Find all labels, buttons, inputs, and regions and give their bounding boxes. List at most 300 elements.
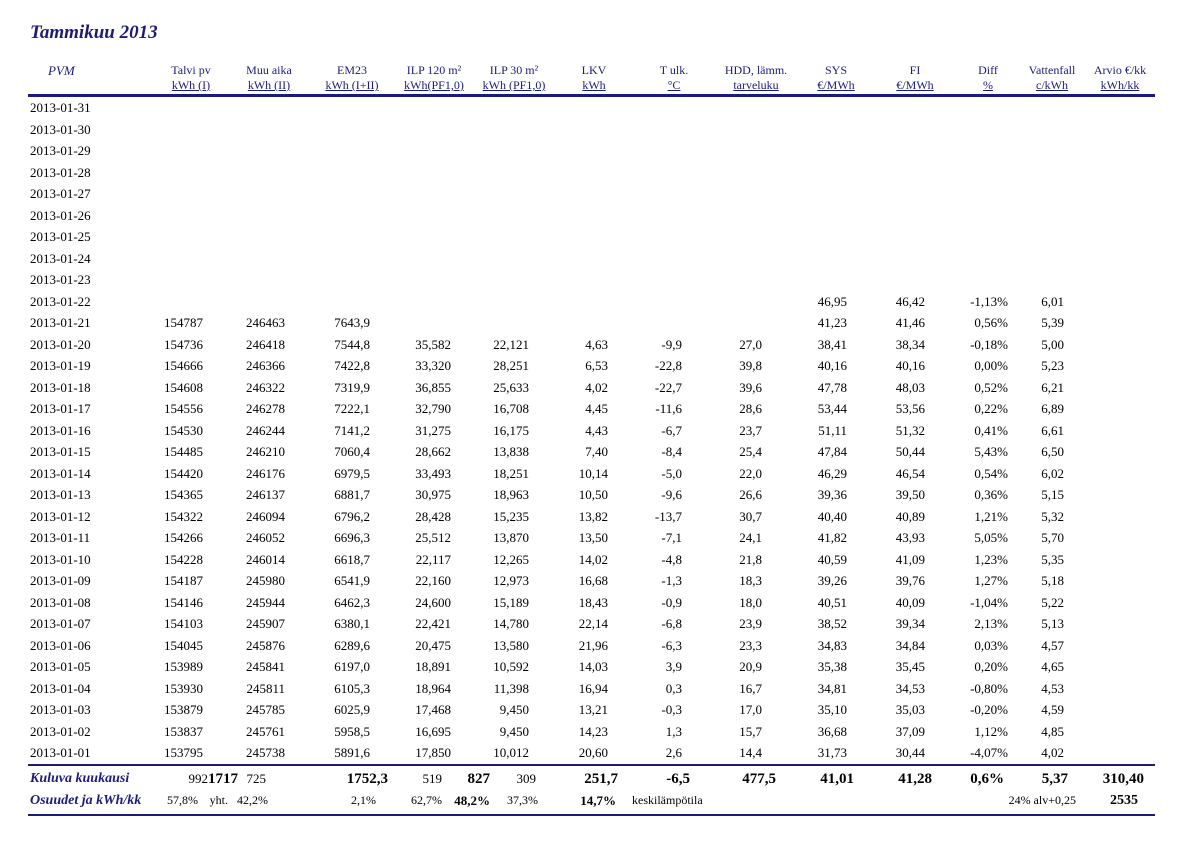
cell-ilp120: 36,855 [415, 379, 451, 395]
cell-ilp120: 24,600 [415, 594, 451, 610]
cell-vattenfall: 6,61 [1041, 422, 1064, 438]
cell-muu: 246137 [246, 487, 285, 502]
summary-vattenfall: 5,37 [1041, 771, 1068, 787]
cell-muu: 246052 [246, 530, 285, 545]
header-temp: T ulk. °C [659, 63, 689, 92]
cell-muu: 246210 [246, 444, 285, 459]
cell-date: 2013-01-10 [30, 551, 91, 567]
cell-lkv: 14,03 [578, 659, 608, 674]
cell-date: 2013-01-13 [30, 487, 91, 502]
cell-sys: 41,23 [817, 315, 847, 330]
cell-lkv: 21,96 [578, 637, 608, 653]
cell-muu: 245738 [246, 745, 285, 760]
cell-sys: 39,26 [817, 573, 847, 588]
cell-date: 2013-01-07 [30, 616, 91, 631]
cell-diff: 0,54% [974, 465, 1008, 481]
cell-ilp120: 22,160 [415, 573, 451, 588]
cell-hdd: 23,9 [739, 616, 762, 631]
table-row [0, 657, 1200, 678]
cell-vattenfall: 6,21 [1041, 379, 1064, 395]
summary-diff: 0,6% [970, 771, 1004, 787]
shares-ilp30: 37,3% [507, 793, 538, 807]
table-row [0, 335, 1200, 356]
cell-ilp120: 22,421 [415, 616, 451, 631]
cell-ilp30: 18,963 [493, 487, 529, 502]
cell-date: 2013-01-11 [30, 530, 91, 545]
cell-temp: -9,9 [661, 336, 682, 352]
cell-vattenfall: 5,70 [1041, 530, 1064, 545]
cell-ilp120: 31,275 [415, 422, 451, 438]
cell-talvi: 153989 [164, 659, 203, 674]
cell-ilp30: 22,121 [493, 336, 529, 352]
summary-rule-bottom [28, 814, 1155, 816]
cell-date: 2013-01-02 [30, 723, 91, 739]
cell-temp: -6,7 [661, 422, 682, 438]
cell-fi: 39,50 [895, 487, 925, 502]
cell-sys: 40,40 [817, 508, 847, 524]
cell-muu: 246244 [246, 422, 285, 438]
cell-sys: 41,82 [817, 530, 847, 545]
cell-lkv: 4,45 [585, 401, 608, 416]
cell-ilp30: 9,450 [499, 723, 529, 739]
table-row [0, 485, 1200, 506]
cell-sys: 46,95 [817, 293, 847, 309]
table-row [0, 700, 1200, 721]
table-row [0, 378, 1200, 399]
cell-diff: -0,18% [970, 336, 1008, 352]
summary-lkv: 251,7 [584, 771, 618, 787]
cell-em23: 6541,9 [334, 573, 370, 588]
summary-ilp30: 309 [516, 771, 536, 786]
cell-muu: 245907 [246, 616, 285, 631]
cell-temp: 3,9 [665, 659, 682, 674]
cell-vattenfall: 5,32 [1041, 508, 1064, 524]
summary-talvi: 992 [188, 771, 208, 786]
cell-diff: 0,36% [974, 487, 1008, 502]
cell-muu: 246014 [246, 551, 285, 567]
cell-ilp30: 11,398 [493, 680, 529, 696]
cell-date: 2013-01-01 [30, 745, 91, 760]
shares-talvi: 57,8% [167, 793, 198, 807]
cell-date: 2013-01-06 [30, 637, 91, 653]
table-row [0, 399, 1200, 420]
cell-sys: 34,83 [817, 637, 847, 653]
header-lkv: LKV kWh [581, 63, 607, 92]
cell-fi: 43,93 [895, 530, 925, 545]
cell-talvi: 154608 [164, 379, 203, 395]
cell-lkv: 4,43 [585, 422, 608, 438]
cell-hdd: 25,4 [739, 444, 762, 459]
cell-lkv: 7,40 [585, 444, 608, 459]
cell-em23: 6289,6 [334, 637, 370, 653]
cell-lkv: 14,02 [578, 551, 608, 567]
cell-diff: 0,00% [974, 358, 1008, 373]
cell-temp: -6,8 [661, 616, 682, 631]
cell-temp: -11,6 [655, 401, 682, 416]
cell-vattenfall: 5,23 [1041, 358, 1064, 373]
cell-diff: 5,43% [974, 444, 1008, 459]
cell-fi: 35,45 [895, 659, 925, 674]
cell-vattenfall: 5,39 [1041, 315, 1064, 330]
cell-vattenfall: 4,59 [1041, 702, 1064, 717]
cell-talvi: 154736 [164, 336, 203, 352]
cell-talvi: 154146 [164, 594, 203, 610]
cell-em23: 5958,5 [334, 723, 370, 739]
shares-em23: 2,1% [351, 793, 376, 807]
cell-em23: 5891,6 [334, 745, 370, 760]
cell-hdd: 18,0 [739, 594, 762, 610]
table-row [0, 120, 1200, 141]
cell-sys: 39,36 [817, 487, 847, 502]
cell-fi: 41,09 [895, 551, 925, 567]
shares-muu: 42,2% [237, 793, 268, 807]
cell-hdd: 28,6 [739, 401, 762, 416]
cell-fi: 34,53 [895, 680, 925, 696]
cell-ilp30: 9,450 [499, 702, 529, 717]
cell-em23: 6881,7 [334, 487, 370, 502]
summary-row [0, 771, 1200, 791]
cell-muu: 246176 [246, 465, 285, 481]
cell-ilp120: 22,117 [415, 551, 451, 567]
shares-ilp120: 62,7% [411, 793, 442, 807]
cell-ilp30: 16,175 [493, 422, 529, 438]
cell-temp: -4,8 [661, 551, 682, 567]
cell-fi: 37,09 [895, 723, 925, 739]
cell-ilp30: 13,838 [493, 444, 529, 459]
cell-date: 2013-01-27 [30, 186, 91, 201]
cell-fi: 40,89 [895, 508, 925, 524]
cell-vattenfall: 6,50 [1041, 444, 1064, 459]
cell-lkv: 14,23 [578, 723, 608, 739]
cell-hdd: 14,4 [739, 745, 762, 760]
cell-talvi: 154420 [164, 465, 203, 481]
cell-date: 2013-01-05 [30, 659, 91, 674]
table-row [0, 163, 1200, 184]
cell-em23: 7643,9 [334, 315, 370, 330]
table-row [0, 593, 1200, 614]
shares-ilp: 48,2% [454, 793, 490, 808]
cell-em23: 6462,3 [334, 594, 370, 610]
header-fi: FI €/MWh [896, 63, 934, 92]
cell-lkv: 16,94 [578, 680, 608, 696]
cell-ilp120: 33,320 [415, 358, 451, 373]
table-row [0, 743, 1200, 764]
cell-temp: -22,7 [654, 379, 682, 395]
cell-sys: 47,84 [817, 444, 847, 459]
cell-vattenfall: 4,53 [1041, 680, 1064, 696]
cell-diff: 1,21% [974, 508, 1008, 524]
cell-talvi: 153879 [164, 702, 203, 717]
cell-date: 2013-01-17 [30, 401, 91, 416]
table-row [0, 442, 1200, 463]
table-row [0, 464, 1200, 485]
cell-diff: 1,12% [974, 723, 1008, 739]
cell-muu: 246418 [246, 336, 285, 352]
cell-muu: 245980 [246, 573, 285, 588]
cell-sys: 36,68 [817, 723, 847, 739]
table-row [0, 356, 1200, 377]
cell-date: 2013-01-14 [30, 465, 91, 481]
cell-date: 2013-01-16 [30, 422, 91, 438]
table-row [0, 421, 1200, 442]
cell-em23: 7060,4 [334, 444, 370, 459]
header-pvm: PVM [48, 63, 75, 78]
cell-temp: -5,0 [661, 465, 682, 481]
cell-ilp30: 10,592 [493, 659, 529, 674]
cell-diff: -1,13% [970, 293, 1008, 309]
table-row [0, 98, 1200, 119]
cell-date: 2013-01-15 [30, 444, 91, 459]
cell-date: 2013-01-28 [30, 164, 91, 180]
cell-hdd: 21,8 [739, 551, 762, 567]
cell-date: 2013-01-04 [30, 680, 91, 696]
cell-date: 2013-01-26 [30, 207, 91, 223]
cell-ilp30: 25,633 [493, 379, 529, 395]
cell-muu: 246366 [246, 358, 285, 373]
cell-temp: -9,6 [661, 487, 682, 502]
cell-sys: 40,16 [817, 358, 847, 373]
cell-muu: 246278 [246, 401, 285, 416]
cell-date: 2013-01-24 [30, 250, 91, 266]
cell-fi: 34,84 [895, 637, 925, 653]
cell-date: 2013-01-25 [30, 229, 91, 244]
cell-em23: 6197,0 [334, 659, 370, 674]
cell-ilp30: 13,580 [493, 637, 529, 653]
page-title: Tammikuu 2013 [30, 22, 158, 43]
table-row [0, 679, 1200, 700]
cell-diff: -0,80% [970, 680, 1008, 696]
cell-em23: 6105,3 [334, 680, 370, 696]
table-row [0, 227, 1200, 248]
cell-lkv: 16,68 [578, 573, 608, 588]
cell-sys: 38,52 [817, 616, 847, 631]
cell-fi: 48,03 [895, 379, 925, 395]
cell-vattenfall: 5,00 [1041, 336, 1064, 352]
cell-diff: 1,23% [974, 551, 1008, 567]
shares-label: Osuudet ja kWh/kk [30, 793, 142, 808]
cell-vattenfall: 6,89 [1041, 401, 1064, 416]
cell-fi: 51,32 [895, 422, 925, 438]
cell-lkv: 20,60 [578, 745, 608, 760]
cell-sys: 46,29 [817, 465, 847, 481]
cell-ilp120: 33,493 [415, 465, 451, 481]
cell-diff: 0,03% [974, 637, 1008, 653]
header-hdd: HDD, lämm. tarveluku [724, 63, 788, 92]
cell-date: 2013-01-18 [30, 379, 91, 395]
cell-talvi: 154187 [164, 573, 203, 588]
cell-muu: 246322 [246, 379, 285, 395]
cell-ilp30: 15,189 [493, 594, 529, 610]
cell-diff: -4,07% [970, 745, 1008, 760]
cell-sys: 31,73 [817, 745, 847, 760]
cell-talvi: 154228 [164, 551, 203, 567]
cell-em23: 6696,3 [334, 530, 370, 545]
cell-vattenfall: 5,35 [1041, 551, 1064, 567]
cell-temp: 0,3 [665, 680, 682, 696]
table-row [0, 292, 1200, 313]
table-row [0, 206, 1200, 227]
cell-ilp30: 14,780 [493, 616, 529, 631]
cell-date: 2013-01-23 [30, 272, 91, 287]
cell-hdd: 18,3 [739, 573, 762, 588]
cell-fi: 39,34 [895, 616, 925, 631]
cell-diff: 2,13% [974, 616, 1008, 631]
cell-fi: 40,16 [895, 358, 925, 373]
cell-date: 2013-01-09 [30, 573, 91, 588]
shares-kwh-month: 2535 [1110, 793, 1138, 808]
cell-ilp120: 30,975 [415, 487, 451, 502]
cell-muu: 245841 [246, 659, 285, 674]
cell-hdd: 23,7 [739, 422, 762, 438]
cell-date: 2013-01-29 [30, 143, 91, 158]
cell-em23: 6618,7 [334, 551, 370, 567]
shares-lkv: 14,7% [580, 793, 616, 808]
cell-fi: 46,54 [895, 465, 925, 481]
cell-em23: 7141,2 [334, 422, 370, 438]
cell-diff: 1,27% [974, 573, 1008, 588]
cell-diff: -0,20% [970, 702, 1008, 717]
cell-date: 2013-01-31 [30, 100, 91, 115]
cell-hdd: 23,3 [739, 637, 762, 653]
shares-row [0, 793, 1200, 813]
cell-diff: 5,05% [974, 530, 1008, 545]
cell-ilp30: 10,012 [493, 745, 529, 760]
header-vattenfall: Vattenfall c/kWh [1028, 63, 1076, 92]
cell-talvi: 154322 [164, 508, 203, 524]
header-arvio: Arvio €/kk kWh/kk [1093, 63, 1147, 92]
cell-talvi: 154266 [164, 530, 203, 545]
cell-talvi: 153795 [164, 745, 203, 760]
cell-diff: 0,22% [974, 401, 1008, 416]
table-row [0, 571, 1200, 592]
cell-muu: 245944 [246, 594, 285, 610]
cell-temp: -0,3 [661, 702, 682, 717]
cell-date: 2013-01-19 [30, 358, 91, 373]
table-row [0, 550, 1200, 571]
header-talvi: Talvi pv kWh (I) [171, 63, 211, 92]
cell-talvi: 154666 [164, 358, 203, 373]
cell-ilp30: 12,973 [493, 573, 529, 588]
cell-hdd: 26,6 [739, 487, 762, 502]
cell-ilp120: 18,891 [415, 659, 451, 674]
shares-temp-note: keskilämpötila [632, 793, 703, 807]
cell-vattenfall: 5,18 [1041, 573, 1064, 588]
cell-lkv: 13,50 [578, 530, 608, 545]
cell-em23: 7319,9 [334, 379, 370, 395]
cell-hdd: 39,8 [739, 358, 762, 373]
header-muu: Muu aika kWh (II) [246, 63, 292, 92]
cell-ilp30: 12,265 [493, 551, 529, 567]
cell-hdd: 20,9 [739, 659, 762, 674]
cell-ilp120: 28,428 [415, 508, 451, 524]
header-ilp30: ILP 30 m² kWh (PF1,0) [482, 63, 546, 92]
cell-ilp30: 28,251 [493, 358, 529, 373]
cell-em23: 7422,8 [334, 358, 370, 373]
cell-muu: 245785 [246, 702, 285, 717]
cell-fi: 35,03 [895, 702, 925, 717]
cell-fi: 40,09 [895, 594, 925, 610]
cell-fi: 30,44 [895, 745, 925, 760]
cell-hdd: 27,0 [739, 336, 762, 352]
summary-ilp-total: 827 [467, 771, 490, 787]
cell-diff: 0,41% [974, 422, 1008, 438]
table-row [0, 141, 1200, 162]
cell-lkv: 13,82 [578, 508, 608, 524]
cell-vattenfall: 5,22 [1041, 594, 1064, 610]
summary-temp: -6,5 [666, 771, 690, 787]
cell-lkv: 22,14 [578, 616, 608, 631]
cell-hdd: 30,7 [739, 508, 762, 524]
table-row [0, 270, 1200, 291]
cell-ilp120: 17,850 [415, 745, 451, 760]
cell-talvi: 153930 [164, 680, 203, 696]
cell-talvi: 153837 [164, 723, 203, 739]
cell-temp: -13,7 [654, 508, 682, 524]
cell-lkv: 10,50 [578, 487, 608, 502]
shares-yht: yht. [209, 793, 228, 807]
cell-temp: -0,9 [661, 594, 682, 610]
cell-temp: -1,3 [661, 573, 682, 588]
cell-temp: 1,3 [665, 723, 682, 739]
cell-date: 2013-01-03 [30, 702, 91, 717]
cell-fi: 46,42 [895, 293, 925, 309]
cell-temp: -22,8 [654, 358, 682, 373]
cell-date: 2013-01-22 [30, 293, 91, 309]
cell-temp: -8,4 [661, 444, 682, 459]
cell-em23: 6380,1 [334, 616, 370, 631]
table-row [0, 507, 1200, 528]
cell-lkv: 18,43 [578, 594, 608, 610]
cell-ilp30: 18,251 [493, 465, 529, 481]
table-row [0, 528, 1200, 549]
cell-sys: 40,51 [817, 594, 847, 610]
cell-fi: 53,56 [895, 401, 925, 416]
summary-hdd: 477,5 [742, 771, 776, 787]
summary-rule-top [28, 764, 1155, 766]
cell-fi: 39,76 [895, 573, 925, 588]
header-em23: EM23 kWh (I+II) [325, 63, 379, 92]
cell-muu: 246094 [246, 508, 285, 524]
cell-temp: -7,1 [661, 530, 682, 545]
cell-talvi: 154485 [164, 444, 203, 459]
cell-ilp120: 18,964 [415, 680, 451, 696]
cell-muu: 245811 [246, 680, 285, 696]
cell-diff: 0,52% [974, 379, 1008, 395]
table-row [0, 184, 1200, 205]
cell-sys: 35,38 [817, 659, 847, 674]
summary-ilp120: 519 [422, 771, 442, 786]
cell-date: 2013-01-20 [30, 336, 91, 352]
table-row [0, 722, 1200, 743]
cell-ilp120: 28,662 [415, 444, 451, 459]
cell-diff: 0,56% [974, 315, 1008, 330]
cell-fi: 50,44 [895, 444, 925, 459]
cell-vattenfall: 5,13 [1041, 616, 1064, 631]
cell-sys: 47,78 [817, 379, 847, 395]
cell-date: 2013-01-12 [30, 508, 91, 524]
summary-fi: 41,28 [898, 771, 932, 787]
cell-date: 2013-01-30 [30, 121, 91, 137]
header-diff: Diff % [978, 63, 998, 92]
cell-ilp120: 35,582 [415, 336, 451, 352]
cell-temp: 2,6 [665, 745, 682, 760]
cell-hdd: 39,6 [739, 379, 762, 395]
header-ilp120: ILP 120 m² kWh(PF1,0) [404, 63, 464, 92]
cell-em23: 6025,9 [334, 702, 370, 717]
cell-lkv: 10,14 [578, 465, 608, 481]
cell-diff: 0,20% [974, 659, 1008, 674]
cell-lkv: 6,53 [585, 358, 608, 373]
